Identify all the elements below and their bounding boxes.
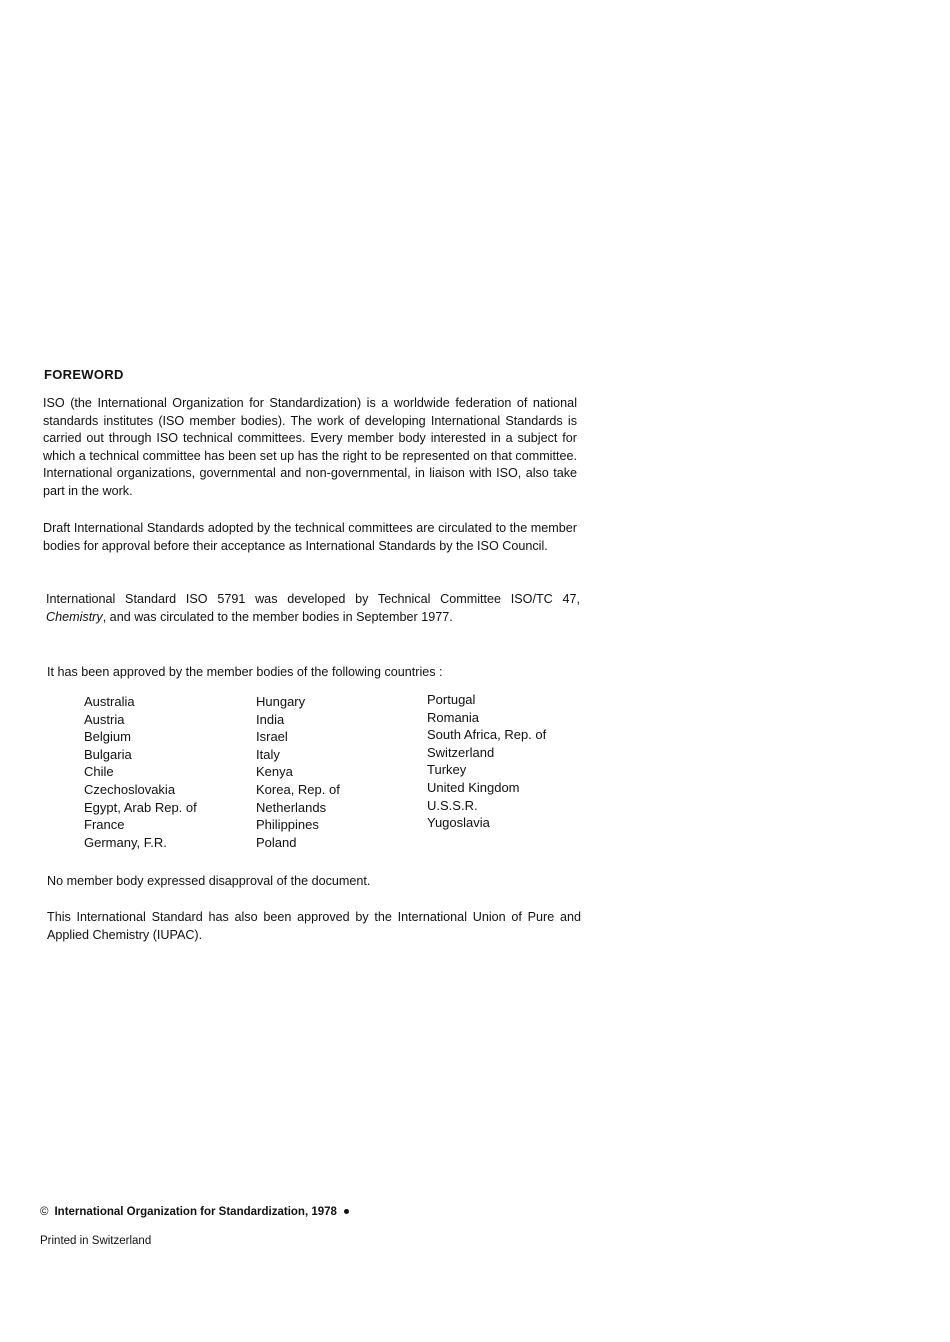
country-item: Israel	[256, 729, 288, 745]
country-item: Chile	[84, 764, 114, 780]
country-item: United Kingdom	[427, 779, 520, 795]
countries-column-3	[427, 691, 546, 832]
country-item: India	[256, 711, 285, 727]
country-item: Philippines	[256, 817, 319, 833]
copyright-icon: ©	[40, 1206, 49, 1218]
bullet-dot-icon	[344, 1209, 349, 1214]
country-item: Hungary	[256, 694, 306, 709]
countries-column-2	[256, 693, 340, 851]
country-item: France	[84, 817, 125, 833]
foreword-paragraph-approval: It has been approved by the member bodies of the following countries :	[47, 665, 443, 679]
country-item: Korea, Rep. of	[256, 781, 340, 797]
copyright-text: International Organization for Standardization, 1978	[54, 1206, 337, 1218]
foreword-paragraph-iso-intro: ISO (the International Organization for Standardization) is a worldwide federation of national standards institutes (ISO member bodies). The work of developing International Standards is carried out through ISO technical committees. Every member body interested in a subject for which a technical committee has been set up has the right to be represented on that committee. International organizations, governmental and non-governmental, in liaison with ISO, also take part in the work.	[43, 396, 577, 498]
country-item: Belgium	[84, 729, 131, 745]
copyright-notice	[40, 1206, 349, 1218]
committee-name-italic: Chemistry	[46, 609, 103, 624]
countries-column-1	[84, 693, 197, 851]
country-item: Yugoslavia	[427, 815, 490, 831]
country-item: Netherlands	[256, 799, 327, 815]
country-item: Kenya	[256, 764, 293, 780]
foreword-paragraph-no-disapproval: No member body expressed disapproval of the document.	[47, 874, 371, 888]
country-item: Portugal	[427, 692, 476, 707]
development-text-start: International Standard ISO 5791 was developed by Technical Committee ISO/TC 47,	[46, 592, 580, 606]
country-item: Romania	[427, 709, 480, 725]
foreword-heading: FOREWORD	[44, 367, 124, 382]
country-item: Australia	[84, 694, 135, 709]
country-item: Italy	[256, 746, 280, 762]
foreword-paragraph-iupac: This International Standard has also been approved by the International Union of Pure and Applied Chemistry (IUPAC).	[47, 910, 581, 942]
country-item: Poland	[256, 834, 297, 850]
foreword-paragraph-development	[46, 591, 580, 626]
country-item: Austria	[84, 711, 125, 727]
country-item: Switzerland	[427, 744, 495, 760]
country-item: Germany, F.R.	[84, 834, 167, 850]
printed-in-note: Printed in Switzerland	[40, 1235, 152, 1247]
country-item: Bulgaria	[84, 746, 132, 762]
country-item: Egypt, Arab Rep. of	[84, 799, 197, 815]
country-item: South Africa, Rep. of	[427, 727, 547, 743]
country-item: Czechoslovakia	[84, 781, 176, 797]
development-text-end: , and was circulated to the member bodies in September 1977.	[102, 609, 453, 624]
country-item: Turkey	[427, 762, 467, 778]
country-item: U.S.S.R.	[427, 797, 478, 813]
foreword-paragraph-draft-standards: Draft International Standards adopted by the technical committees are circulated to the member bodies for approval before their acceptance as International Standards by the ISO Council.	[43, 521, 577, 553]
